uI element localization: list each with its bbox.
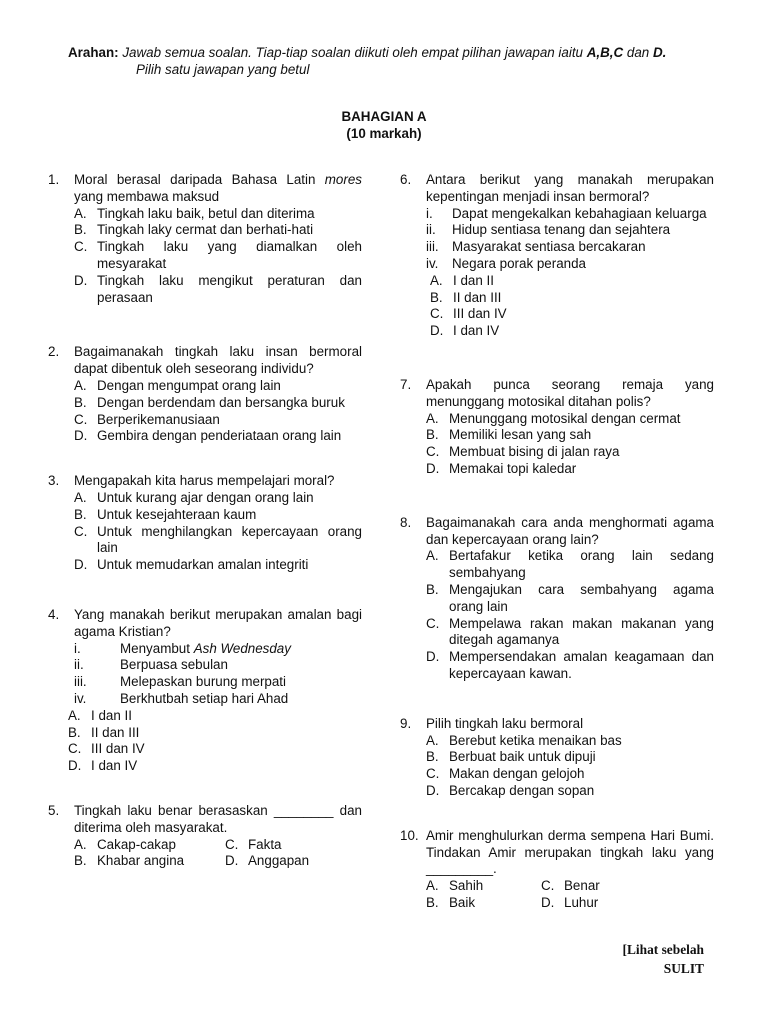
option-letter: A. [426,410,439,426]
option-text: Memiliki lesan yang sah [449,427,592,443]
question-9 [400,716,714,800]
instructions-line-1 [68,45,728,62]
option-letter: D. [74,272,88,288]
option-letter: D. [426,460,440,476]
statement-i [74,641,362,658]
question-6 [400,172,714,340]
option-text: Baik [449,894,476,910]
option-text: III dan IV [91,741,145,757]
option-c[interactable] [68,741,362,758]
option-c[interactable] [74,524,362,558]
question-number: 2. [48,344,60,360]
question-number: 1. [48,172,60,187]
statement-text: Hidup sentiasa tenang dan sejahtera [452,222,671,238]
option-letter: A. [426,732,439,748]
option-c[interactable] [74,412,362,429]
option-text: Mengajukan cara sembahyang agama orang lain [449,581,714,614]
option-letter: C. [74,411,88,427]
option-b[interactable] [68,725,362,742]
statement-emphasis: Ash Wednesday [193,640,291,656]
option-text: Bercakap dengan sopan [449,782,595,798]
option-c[interactable] [225,837,282,854]
option-letter: B. [426,894,439,910]
option-a[interactable] [74,490,362,507]
option-text: Membuat bising di jalan raya [449,444,620,460]
option-d[interactable] [74,273,362,307]
option-letter: B. [74,394,87,410]
statement-numeral: i. [74,640,81,656]
option-d[interactable] [68,758,362,775]
option-text: Untuk kurang ajar dengan orang lain [97,489,314,505]
instructions-text: Jawab semua soalan. Tiap-tiap soalan diikuti oleh empat pilihan jawapan iaitu [122,45,587,60]
option-letter: C. [426,615,440,631]
question-stem: Apakah punca seorang remaja yang menunggang motosikal ditahan polis? [426,376,714,409]
option-d[interactable] [541,895,598,912]
option-letter: D. [68,758,82,774]
option-letter: A. [426,878,439,894]
option-d[interactable] [225,853,309,870]
option-letter: A. [426,548,439,564]
option-text: Benar [564,878,600,894]
question-number: 5. [48,802,60,818]
option-d[interactable] [74,557,362,574]
option-text: Fakta [248,836,282,852]
statement-numeral: iv. [74,690,87,706]
stem-text: Moral berasal daripada Bahasa Latin [74,172,325,187]
question-1 [48,172,362,306]
option-letter: B. [68,724,81,740]
option-letter: D. [426,782,440,798]
option-a[interactable] [426,878,541,895]
confidential-label: SULIT [663,961,704,976]
option-text: Luhur [564,894,599,910]
option-text: Untuk memudarkan amalan integriti [97,557,309,573]
option-text: I dan II [453,272,494,288]
option-a[interactable] [430,273,714,290]
statement-iii [426,239,714,256]
option-d[interactable] [430,323,714,340]
question-stem: Tingkah laku benar berasaskan ________ dan diterima oleh masyarakat. [74,802,362,835]
option-text: Tingkah laky cermat dan berhati-hati [97,222,314,238]
statement-numeral: ii. [74,657,84,673]
instructions-letters-abc: A,B,C [586,45,624,60]
statement-text: Dapat mengekalkan kebahagiaan keluarga [452,205,707,221]
question-stem [74,172,362,206]
option-d[interactable] [426,461,714,478]
option-text: Menunggang motosikal dengan cermat [449,410,681,426]
option-letter: D. [430,323,444,339]
question-stem: Pilih tingkah laku bermoral [426,715,584,731]
option-b[interactable] [426,895,541,912]
option-c[interactable] [74,239,362,273]
question-4 [48,607,362,775]
question-stem: Mengapakah kita harus mempelajari moral? [74,473,335,489]
page-footer [623,940,704,978]
question-3 [48,473,362,574]
statement-iv [426,256,714,273]
option-c[interactable] [426,766,714,783]
stem-text: yang membawa maksud [74,188,220,204]
option-text: Mempersendakan amalan keagamaan dan kepercayaan kawan. [449,649,714,681]
section-marks: (10 markah) [346,126,422,141]
option-letter: A. [74,489,87,505]
question-stem: Bagaimanakah tingkah laku insan bermoral dapat dibentuk oleh seseorang individu? [74,344,362,377]
option-c[interactable] [426,616,714,650]
option-letter: C. [541,878,555,894]
question-stem: Bagaimanakah cara anda menghormati agama dan kepercayaan orang lain? [426,514,714,547]
option-text: I dan IV [91,758,138,774]
statement-text: Berkhutbah setiap hari Ahad [120,690,289,706]
option-letter: C. [430,306,444,322]
option-letter: A. [430,272,443,288]
question-number: 6. [400,172,412,187]
option-letter: A. [74,205,87,221]
question-number: 7. [400,376,412,392]
option-text: Mempelawa rakan makan makanan yang ditegah agamanya [449,615,714,648]
right-column [400,172,714,912]
option-text: Tingkah laku baik, betul dan diterima [97,205,315,221]
question-stem: Yang manakah berikut merupakan amalan bagi agama Kristian? [74,606,362,639]
question-5 [48,803,362,870]
instructions-label: Arahan: [68,45,119,60]
option-letter: B. [74,506,87,522]
option-letter: C. [426,444,440,460]
option-text: Dengan berdendam dan bersangka buruk [97,394,345,410]
option-letter: C. [426,766,440,782]
option-a[interactable] [74,206,362,223]
instructions [68,45,728,79]
statement-text: Menyambut [120,640,194,656]
option-letter: B. [426,427,439,443]
option-letter: A. [74,377,87,393]
statement-numeral: iii. [74,674,87,690]
option-text: Dengan mengumpat orang lain [97,377,281,393]
option-text: Anggapan [248,853,310,869]
option-letter: C. [74,523,88,539]
option-letter: A. [68,707,81,723]
instructions-and: dan [623,45,653,60]
option-text: Tingkah laku yang diamalkan oleh mesyarakat [97,239,362,271]
option-text: Cakap-cakap [97,836,176,852]
statement-numeral: iv. [426,255,439,271]
stem-emphasis: mores [324,172,362,187]
option-text: Untuk kesejahteraan kaum [97,506,257,522]
option-text: Sahih [449,878,484,894]
option-d[interactable] [426,783,714,800]
section-title: BAHAGIAN A [341,109,427,124]
option-letter: C. [225,836,239,852]
question-stem: Antara berikut yang manakah merupakan kepentingan menjadi insan bermoral? [426,172,714,204]
statement-iv [74,691,362,708]
option-letter: B. [426,581,439,597]
question-number: 8. [400,514,412,530]
statement-text: Berpuasa sebulan [120,657,228,673]
option-b[interactable] [74,853,225,870]
instructions-line-2: Pilih satu jawapan yang betul [136,61,310,77]
option-text: Memakai topi kaledar [449,460,577,476]
option-b[interactable] [426,749,714,766]
option-a[interactable] [426,411,714,428]
option-a[interactable] [426,548,714,582]
statement-ii [74,657,362,674]
question-number: 4. [48,606,60,622]
option-d[interactable] [74,428,362,445]
option-d[interactable] [426,649,714,683]
question-number: 9. [400,715,412,731]
option-letter: D. [74,428,88,444]
option-letter: B. [74,853,87,869]
option-text: Bertafakur ketika orang lain sedang sembahyang [449,548,714,581]
option-text: I dan IV [453,323,500,339]
option-c[interactable] [430,306,714,323]
option-text: Berbuat baik untuk dipuji [449,749,596,765]
option-a[interactable] [68,708,362,725]
option-letter: D. [74,557,88,573]
option-text: Makan dengan gelojoh [449,766,585,782]
option-text: III dan IV [453,306,507,322]
question-number: 10. [400,827,419,843]
option-a[interactable] [74,378,362,395]
option-b[interactable] [430,290,714,307]
question-8 [400,515,714,683]
statement-iii [74,674,362,691]
question-2 [48,344,362,445]
instructions-letter-d: D. [652,45,667,60]
see-next-page-note: [Lihat sebelah [622,942,704,957]
statement-text: Negara porak peranda [452,255,586,271]
option-text: II dan III [453,289,502,305]
option-text: Tingkah laku mengikut peraturan dan perasaan [97,272,362,305]
option-letter: A. [74,836,87,852]
option-letter: B. [426,749,439,765]
statement-ii [426,222,714,239]
option-c[interactable] [426,444,714,461]
question-10 [400,828,714,912]
option-text: Untuk menghilangkan kepercayaan orang lain [97,523,362,556]
statement-text: Melepaskan burung merpati [120,674,286,690]
question-number: 3. [48,473,60,489]
option-text: Berperikemanusiaan [97,411,220,427]
option-b[interactable] [426,582,714,616]
option-a[interactable] [426,733,714,750]
option-b[interactable] [74,222,362,239]
statement-text: Masyarakat sentiasa bercakaran [452,239,646,255]
statement-numeral: iii. [426,239,439,255]
left-column [48,172,362,870]
option-letter: B. [430,289,443,305]
option-b[interactable] [74,507,362,524]
option-a[interactable] [74,837,225,854]
statement-i [426,206,714,223]
option-letter: C. [68,741,82,757]
question-stem: Amir menghulurkan derma sempena Hari Bumi. Tindakan Amir merupakan tingkah laku yang _________. [426,827,714,877]
option-text: II dan III [91,724,140,740]
option-text: Berebut ketika menaikan bas [449,732,622,748]
option-letter: C. [74,239,88,255]
option-text: Gembira dengan penderiataan orang lain [97,428,342,444]
option-letter: B. [74,222,87,238]
option-text: Khabar angina [97,853,185,869]
option-letter: D. [426,649,440,665]
option-c[interactable] [541,878,600,895]
option-b[interactable] [74,395,362,412]
statement-numeral: ii. [426,222,436,238]
option-text: I dan II [91,707,132,723]
option-letter: D. [225,853,239,869]
option-letter: D. [541,894,555,910]
option-b[interactable] [426,427,714,444]
statement-numeral: i. [426,205,433,221]
question-7 [400,377,714,478]
